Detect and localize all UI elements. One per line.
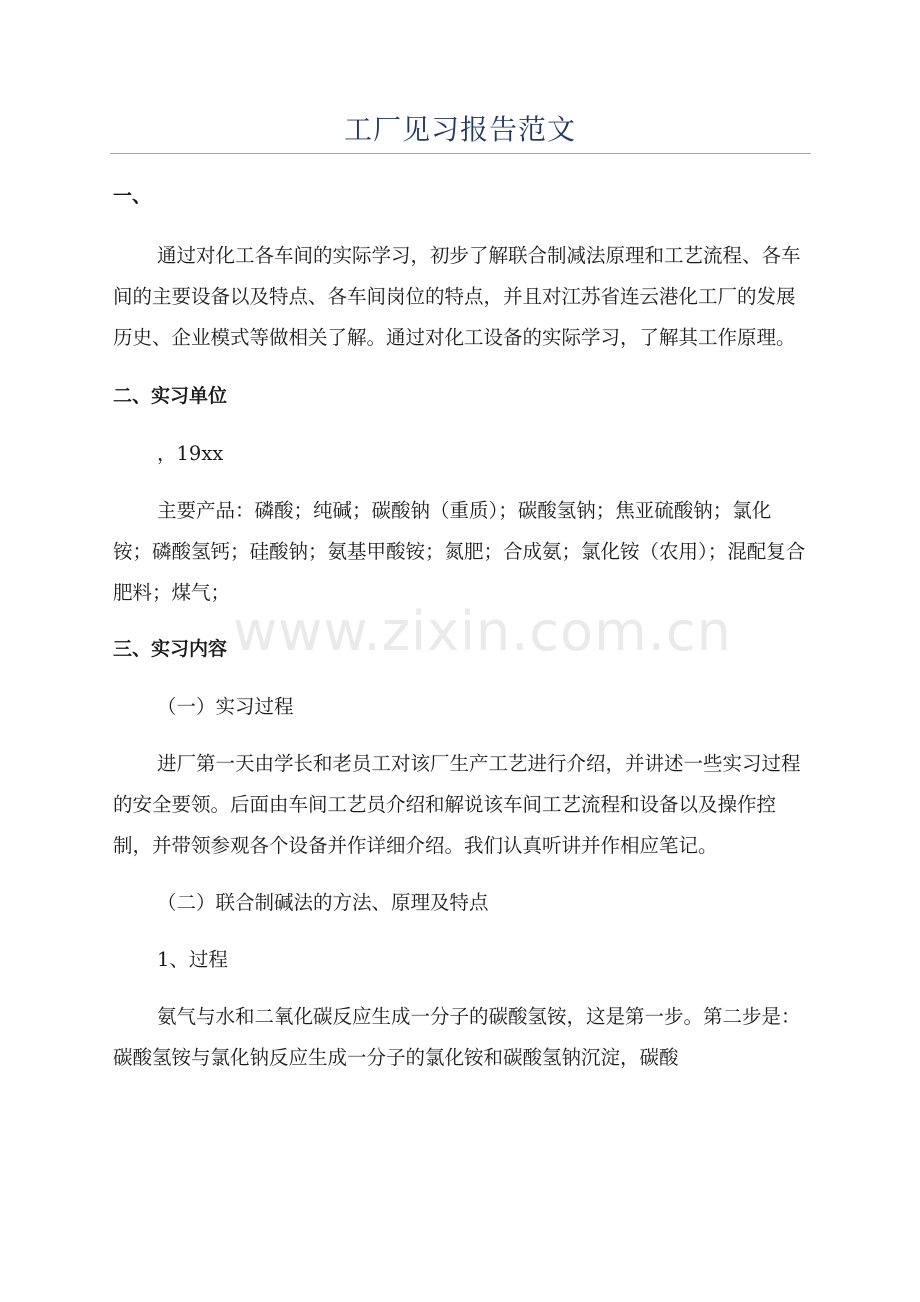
section-2-products: 主要产品：磷酸；纯碱；碳酸钠（重质）；碳酸氢钠；焦亚硫酸钠；氯化铵；磷酸氢钙；硅酸钠；氨基甲酸铵；氮肥；合成氨；氯化铵（农用）；混配复合肥料；煤气； [113, 499, 806, 604]
section-heading-1: 一、 [113, 185, 152, 207]
section-1-paragraph: 通过对化工各车间的实际学习，初步了解联合制减法原理和工艺流程、各车间的主要设备以及特点、各车间岗位的特点，并且对江苏省连云港化工厂的发展历史、企业模式等做相关了解。通过对化工设备的实际学习，了解其工作原理。 [113, 244, 801, 349]
section-heading-2: 二、实习单位 [113, 385, 228, 407]
section-3-paragraph-1: 进厂第一天由学长和老员工对该厂生产工艺进行介绍，并讲述一些实习过程的安全要领。后面由车间工艺员介绍和解说该车间工艺流程和设备以及操作控制，并带领参观各个设备并作详细介绍。我们认真听讲并作相应笔记。 [113, 752, 801, 857]
section-2-line: ，19xx [157, 442, 224, 465]
title-divider [110, 153, 811, 154]
watermark: www.zixin.com.cn [233, 600, 732, 663]
item-heading-1: 1、过程 [157, 948, 228, 971]
document-body [113, 172, 807, 1078]
document-title: 工厂见习报告范文 [343, 113, 576, 146]
section-3-paragraph-2: 氨气与水和二氧化碳反应生成一分子的碳酸氢铵，这是第一步。第二步是：碳酸氢铵与氯化钠反应生成一分子的氯化铵和碳酸氢钠沉淀，碳酸 [113, 1005, 801, 1069]
section-heading-3: 三、实习内容 [113, 638, 228, 660]
subsection-heading-1: （一）实习过程 [157, 695, 294, 718]
subsection-heading-2: （二）联合制碱法的方法、原理及特点 [157, 891, 489, 914]
